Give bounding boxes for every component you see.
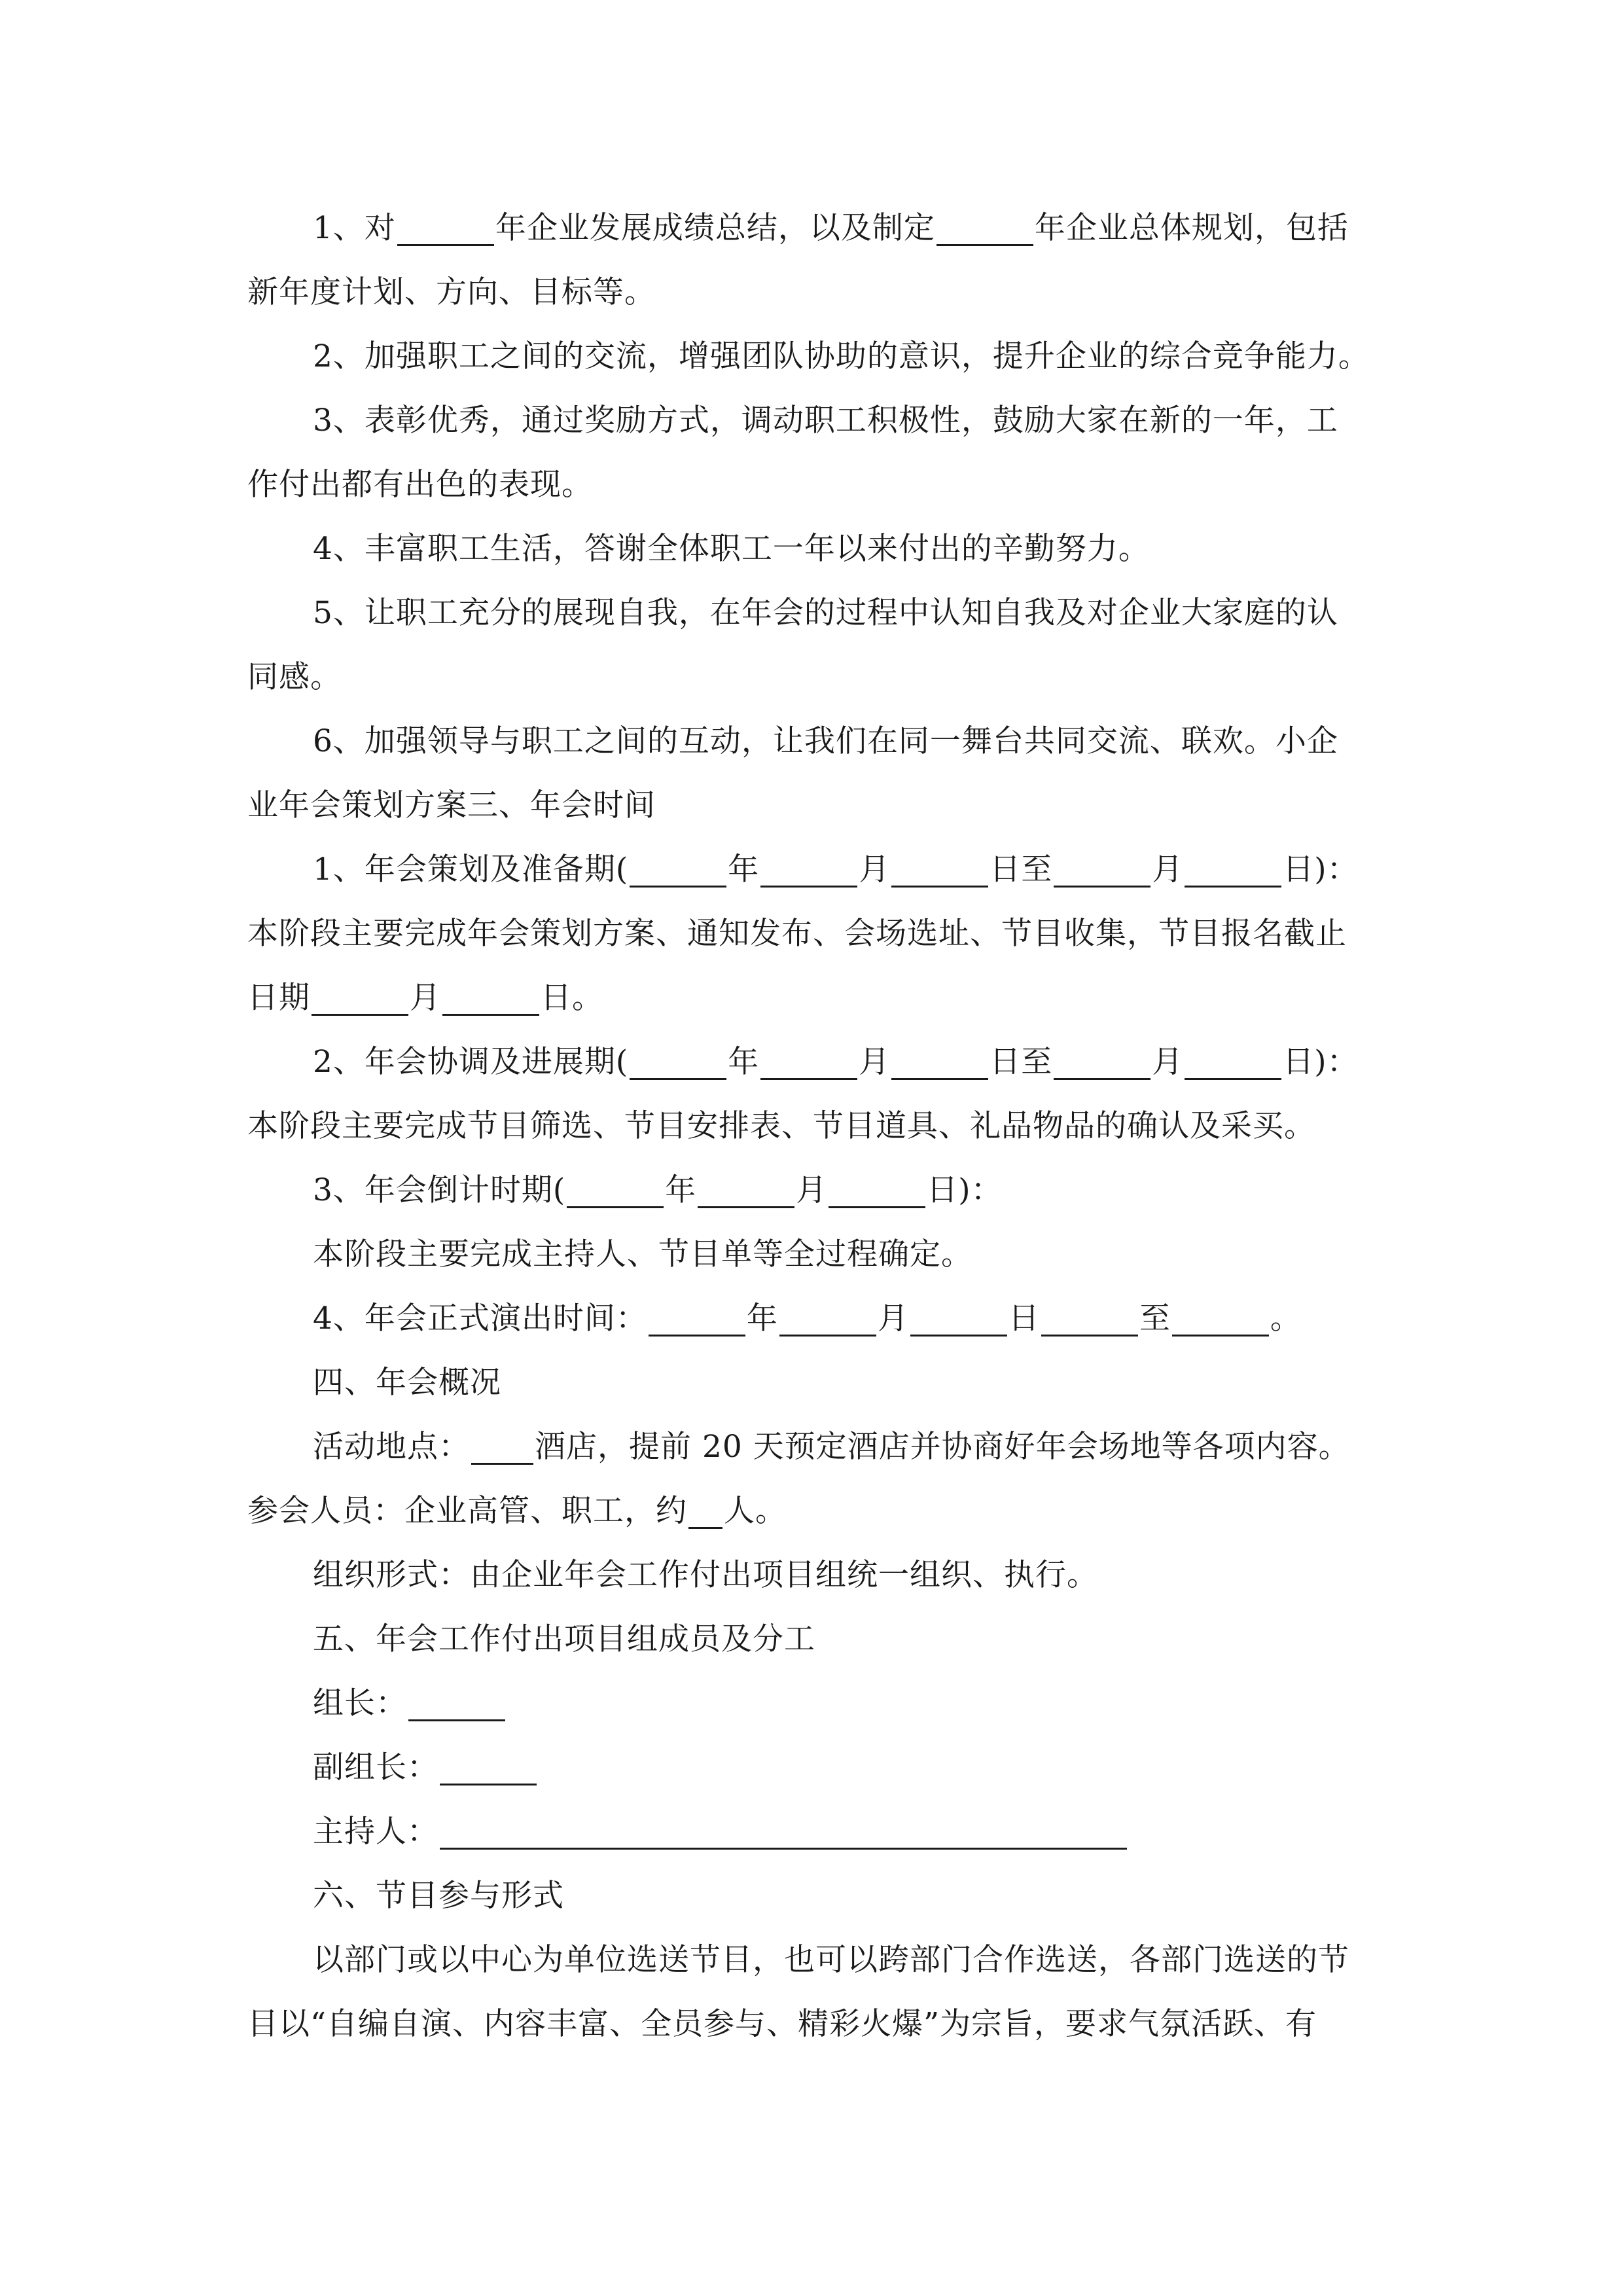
line-text: 日 [1008,1300,1040,1336]
paragraph-line [247,709,1376,774]
paragraph-line [247,1415,1376,1479]
paragraph-line [247,1479,1376,1543]
line-text: 日)： [1283,852,1359,888]
fill-in-blank [829,1166,925,1208]
line-text: 4、年会正式演出时间： [313,1300,647,1336]
line-text: 年 [665,1172,697,1208]
fill-in-blank [442,973,539,1016]
paragraph-line [247,1672,1376,1736]
line-text: 作付出都有出色的表现。 [247,467,593,503]
fill-in-blank [1041,1294,1138,1336]
fill-in-blank [760,845,857,888]
fill-in-blank [440,1807,1127,1850]
line-text: 月 [796,1172,828,1208]
line-text: 组长： [313,1685,407,1721]
line-text: 月 [410,980,441,1016]
line-text: 1、对 [313,210,396,246]
paragraph-line [247,1800,1376,1864]
paragraph-line [247,389,1376,453]
line-text: 4、丰富职工生活，答谢全体职工一年以来付出的辛勤努力。 [313,531,1150,567]
paragraph-line [247,1030,1376,1094]
fill-in-blank [1185,845,1281,888]
paragraph-line [247,1287,1376,1351]
fill-in-blank [688,1486,722,1529]
line-text: 本阶段主要完成节目筛选、节目安排表、节目道具、礼品物品的确认及采买。 [247,1108,1315,1144]
line-text: 年 [746,1300,778,1336]
line-text: 月 [859,1044,891,1080]
line-text: 年 [728,1044,760,1080]
line-text: 。 [1270,1300,1302,1336]
fill-in-blank [649,1294,745,1336]
line-text: 年企业总体规划，包括 [1034,210,1349,246]
paragraph-line [247,1928,1376,1992]
line-text: 本阶段主要完成主持人、节目单等全过程确定。 [313,1236,972,1272]
fill-in-blank [397,204,494,246]
line-text: 五、年会工作付出项目组成员及分工 [313,1621,815,1657]
fill-in-blank [891,845,988,888]
line-text: 四、年会概况 [313,1365,501,1401]
paragraph-line [247,1607,1376,1672]
fill-in-blank [1172,1294,1269,1336]
paragraph-line [247,1158,1376,1223]
line-text: 2、年会协调及进展期( [313,1044,629,1080]
fill-in-blank [630,845,726,888]
paragraph-line [247,517,1376,581]
paragraph-line [247,966,1376,1030]
paragraph-line [247,453,1376,517]
paragraph-line [247,196,1376,260]
fill-in-blank [567,1166,664,1208]
paragraph-line [247,1351,1376,1415]
paragraph-line [247,260,1376,325]
paragraph-line [247,1094,1376,1158]
paragraph-line [247,838,1376,902]
line-text: 同感。 [247,659,342,695]
fill-in-blank [1054,845,1150,888]
line-text: 月 [1152,852,1184,888]
line-text: 月 [859,852,891,888]
fill-in-blank [891,1037,988,1080]
paragraph-line [247,774,1376,838]
fill-in-blank [779,1294,876,1336]
line-text: 日。 [541,980,603,1016]
line-text: 业年会策划方案三、年会时间 [247,787,656,823]
fill-in-blank [1054,1037,1150,1080]
line-text: 年 [728,852,760,888]
fill-in-blank [910,1294,1007,1336]
line-text: 副组长： [313,1749,438,1785]
fill-in-blank [471,1422,533,1465]
line-text: 六、节目参与形式 [313,1878,564,1914]
line-text: 活动地点： [313,1429,470,1465]
line-text: 以部门或以中心为单位选送节目，也可以跨部门合作选送，各部门选送的节 [313,1942,1349,1978]
line-text: 年企业发展成绩总结，以及制定 [495,210,935,246]
fill-in-blank [408,1679,505,1721]
paragraph-line [247,645,1376,709]
paragraph-line [247,1223,1376,1287]
line-text: 5、让职工充分的展现自我，在年会的过程中认知自我及对企业大家庭的认 [313,595,1338,631]
fill-in-blank [440,1743,537,1785]
paragraph-line [247,902,1376,966]
fill-in-blank [698,1166,794,1208]
line-text: 至 [1139,1300,1171,1336]
line-text: 2、加强职工之间的交流，增强团队协助的意识，提升企业的综合竞争能力。 [313,338,1370,374]
line-text: 日至 [990,1044,1053,1080]
line-text: 本阶段主要完成年会策划方案、通知发布、会场选址、节目收集，节目报名截止 [247,916,1347,952]
line-text: 酒店，提前 20 天预定酒店并协商好年会场地等各项内容。 [535,1429,1350,1465]
line-text: 3、年会倒计时期( [313,1172,566,1208]
fill-in-blank [1185,1037,1281,1080]
fill-in-blank [936,204,1033,246]
line-text: 参会人员：企业高管、职工，约 [247,1493,687,1529]
line-text: 月 [1152,1044,1184,1080]
line-text: 6、加强领导与职工之间的互动，让我们在同一舞台共同交流、联欢。小企 [313,723,1338,759]
fill-in-blank [630,1037,726,1080]
paragraph-line [247,581,1376,645]
paragraph-line [247,1543,1376,1607]
paragraph-line [247,1992,1376,2056]
line-text: 人。 [724,1493,787,1529]
paragraph-line [247,1736,1376,1800]
line-text: 主持人： [313,1814,438,1850]
line-text: 月 [877,1300,909,1336]
line-text: 日期 [247,980,310,1016]
line-text: 日)： [1283,1044,1359,1080]
line-text: 组织形式：由企业年会工作付出项目组统一组织、执行。 [313,1557,1098,1593]
line-text: 日)： [927,1172,1003,1208]
fill-in-blank [312,973,408,1016]
document-body [247,196,1376,2056]
line-text: 日至 [990,852,1053,888]
line-text: 3、表彰优秀，通过奖励方式，调动职工积极性，鼓励大家在新的一年，工 [313,403,1338,439]
paragraph-line [247,325,1376,389]
line-text: 1、年会策划及准备期( [313,852,629,888]
line-text: 目以“自编自演、内容丰富、全员参与、精彩火爆”为宗旨，要求气氛活跃、有 [247,2006,1317,2042]
line-text: 新年度计划、方向、目标等。 [247,274,656,310]
fill-in-blank [760,1037,857,1080]
paragraph-line [247,1864,1376,1928]
